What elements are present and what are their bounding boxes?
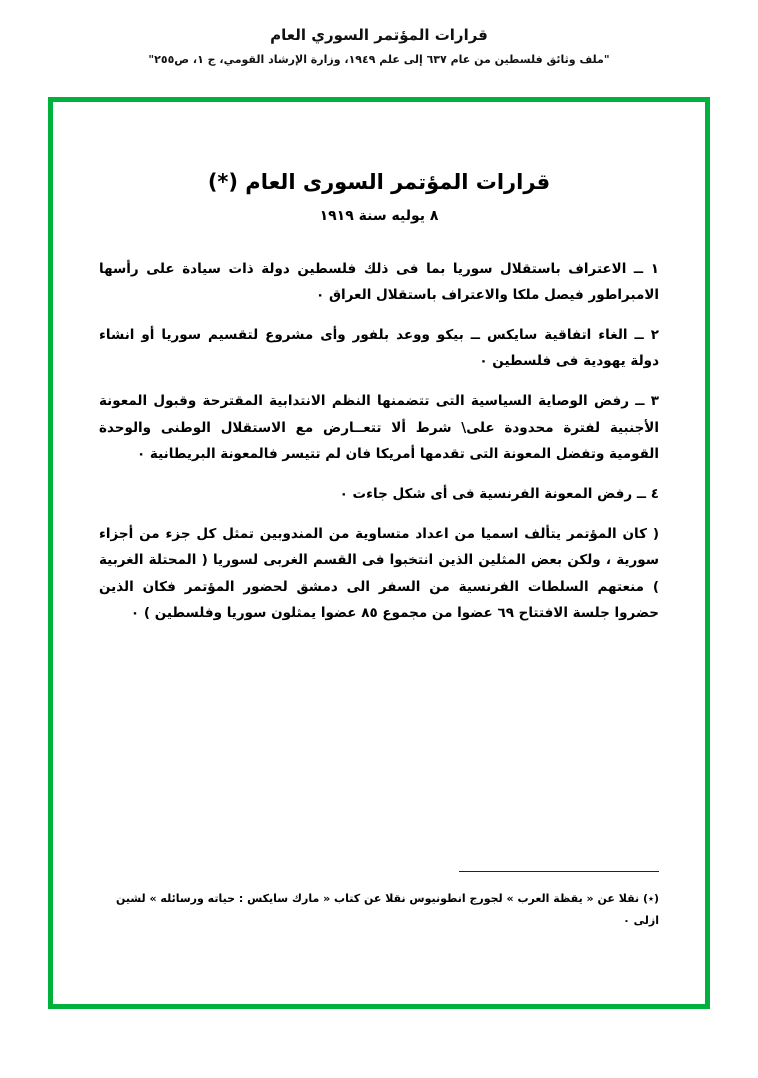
clause-item: ٤ ــ رفض المعونة الفرنسية فى أى شكل جاءت ٠ xyxy=(339,485,659,502)
clause-item: ٢ ــ الغاء اتفاقية سايكس ــ بيكو ووعد بلفور وأى مشروع لتقسيم سوريا أو انشاء دولة يهودية فى فلسطين ٠ xyxy=(99,327,659,370)
page-source-citation: "ملف وثائق فلسطين من عام ٦٣٧ إلى علم ١٩٤٩، وزارة الإرشاد القومي، ج ١، ص٢٥٥" xyxy=(148,53,610,66)
document-frame xyxy=(48,97,710,1009)
document-date: ٨ يوليه سنة ١٩١٩ xyxy=(319,208,439,224)
footnote-text: (٭) نقلا عن « يقظة العرب » لجورج انطونيوس نقلا عن كتاب « مارك سايكس : حياته ورسائله » لشين ازلى ٠ xyxy=(115,892,659,927)
document-body xyxy=(53,102,705,1004)
clause-item: ١ ــ الاعتراف باستقلال سوريا بما فى ذلك فلسطين دولة ذات سيادة على رأسها الامبراطور فيصل ملكا والاعتراف باستقلال العراق ٠ xyxy=(99,261,659,304)
clause-list xyxy=(99,256,659,626)
clause-note: ( كان المؤتمر يتألف اسميا من اعداد متساوية من المندوبين تمثل كل جزء من أجزاء سورية ، ولكن بعض المثلين الذين انتخبوا فى القسم الغربى لسوريا ( المحتلة الغربية ) منعتهم السلطات الفرنسية من السفر الى دمشق لحضور المؤتمر فكان الذين حضروا جلسة الافتتاح ٦٩ عضوا من مجموع ٨٥ عضوا يمثلون سوريا وفلسطين ) ٠ xyxy=(99,526,659,621)
footnote-divider xyxy=(459,871,659,872)
clause-item: ٣ ــ رفض الوصاية السياسية التى تتضمنها النظم الانتدابية المقترحة وقبول المعونة الأجنبية لفترة محدودة على\ شرط ألا تتعــارض مع الاستقلال الوطنى والوحدة القومية وتفضل المعونة التى تقدمها أمريكا فان لم تتيسر فالمعونة البريطانية ٠ xyxy=(99,393,659,462)
document-title: قرارات المؤتمر السورى العام (*) xyxy=(207,170,551,194)
page-title: قرارات المؤتمر السوري العام xyxy=(270,26,488,44)
page-header xyxy=(0,0,758,66)
